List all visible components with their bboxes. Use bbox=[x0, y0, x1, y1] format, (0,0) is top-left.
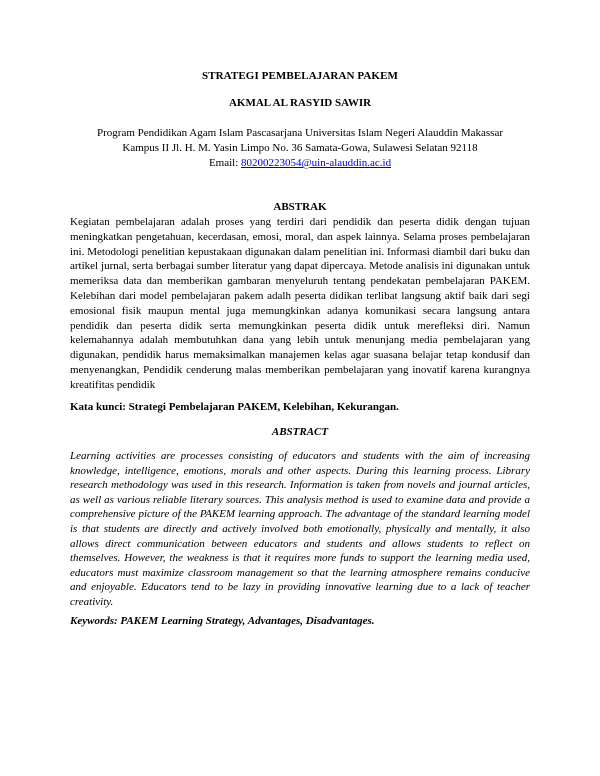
keywords-english: Keywords: PAKEM Learning Strategy, Advantages, Disadvantages. bbox=[70, 615, 375, 627]
email-link[interactable]: 80200223054@uin-alauddin.ac.id bbox=[241, 157, 392, 169]
kata-kunci: Kata kunci: Strategi Pembelajaran PAKEM, Kelebihan, Kekurangan. bbox=[70, 401, 399, 413]
affiliation-block bbox=[60, 126, 540, 171]
email-line bbox=[60, 156, 540, 171]
email-label: Email: bbox=[208, 157, 239, 169]
paper-title: STRATEGI PEMBELAJARAN PAKEM bbox=[201, 70, 399, 82]
abstract-body: Learning activities are processes consisting of educators and students with the aim of increasing knowledge, intelligence, emotions, morals and other aspects. During this learning process. Library research methodology was used in this research. Information is taken from novels and journal articles, as well as various reliable literary sources. This analysis method is used to examine data and provide a comprehensive picture of the PAKEM learning approach. The advantage of the standard learning model is that students are directly and actively involved both emotionally, physically and mentally, it also allows direct communication between educators and students and allows students to reflect on themselves. However, the weakness is that it requires more funds to support the learning media used, educators must maximize classroom management so that the learning atmosphere remains conducive and enjoyable. Educators tend to be lazy in providing innovative learning due to a lack of teacher creativity. bbox=[70, 450, 530, 608]
abstract-heading: ABSTRACT bbox=[271, 426, 329, 438]
author-name: AKMAL AL RASYID SAWIR bbox=[228, 97, 372, 109]
abstrak-body: Kegiatan pembelajaran adalah proses yang terdiri dari pendidik dan peserta didik dengan tujuan meningkatkan pengetahuan, kecerdasan, emosi, moral, dan aspek lainnya. Selama proses pembelajaran ini. Metodologi penelitian kepustakaan digunakan dalam penelitian ini. Informasi diambil dari buku dan artikel jurnal, serta berbagai sumber literatur yang dapat dipercaya. Metode analisis ini digunakan untuk memeriksa data dan memberikan gambaran menyeluruh tentang pendekatan pembelajaran PAKEM. Kelebihan dari model pembelajaran pakem adalh peserta didikan terlibat langsung aktif baik dari segi emosional fisik maupun mental juga memungkinkan adanya komunikasi secara langsung antara pendidik dan peserta didik serta memungkinkan peserta didik untuk merefleksi diri. Namun kelemahannya adalah membutuhkan dana yang lebih untuk menunjang media pembelajaran yang digunakan, pendidik harus memaksimalkan manajemen kelas agar suasana belajar tetap kondusif dan menyenangkan, Pendidik cenderung malas memberikan pembelajaran yang inovatif karena kurangnya kreatifitas pendidik bbox=[70, 216, 530, 391]
affiliation-address: Kampus II Jl. H. M. Yasin Limpo No. 36 Samata-Gowa, Sulawesi Selatan 92118 bbox=[122, 142, 478, 154]
affiliation-institution: Program Pendidikan Agam Islam Pascasarjana Universitas Islam Negeri Alauddin Makassar bbox=[97, 127, 503, 139]
abstrak-heading: ABSTRAK bbox=[273, 201, 327, 213]
